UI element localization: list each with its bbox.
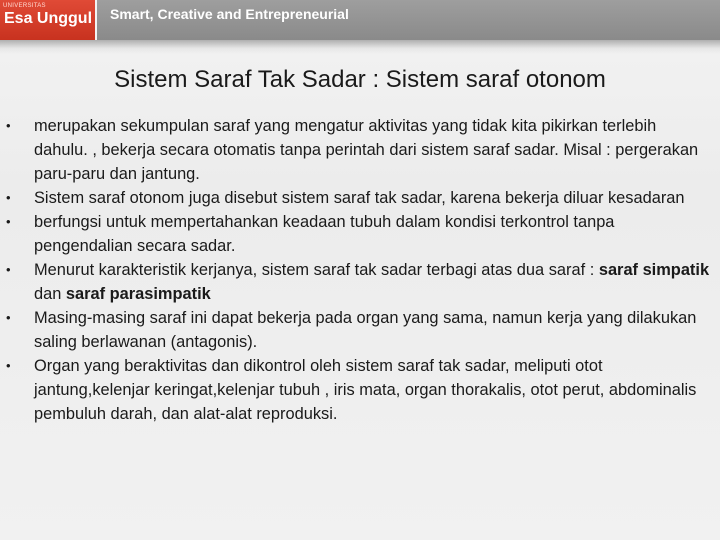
logo-text: Esa Unggul [4, 10, 93, 27]
bold-term-simpatik: saraf simpatik [598, 261, 710, 279]
bullet-dot: • [6, 262, 11, 277]
bullet-list [0, 114, 720, 426]
slide-title: Sistem Saraf Tak Sadar : Sistem saraf otonom [114, 66, 606, 93]
bullet-item [0, 258, 720, 306]
bullet-dot: • [6, 190, 11, 205]
bullet-dot: • [6, 310, 11, 325]
bullet-text: Masing-masing saraf ini dapat bekerja pada organ yang sama, namun kerja yang dilakukan saling berlawanan (antagonis). [34, 309, 697, 351]
bullet-text: Organ yang beraktivitas dan dikontrol oleh sistem saraf tak sadar, meliputi otot jantung,kelenjar keringat,kelenjar tubuh , iris mata, organ thorakalis, otot perut, abdominalis pembuluh darah, dan alat-alat reproduksi. [34, 357, 697, 423]
tagline: Smart, Creative and Entrepreneurial [110, 6, 349, 22]
banner-shadow [0, 40, 720, 54]
header-banner [0, 0, 720, 40]
bullet-text-connector: dan [34, 285, 66, 303]
bullet-text: merupakan sekumpulan saraf yang mengatur aktivitas yang tidak kita pikirkan terlebih dahulu. , bekerja secara otomatis tanpa perintah dari sistem saraf sadar. Misal : pergerakan paru-paru dan jantung. [34, 117, 699, 183]
bullet-item [0, 186, 720, 210]
bold-term-parasimpatik: saraf parasimpatik [65, 285, 211, 303]
bullet-item [0, 306, 720, 354]
bullet-dot: • [6, 358, 11, 373]
university-logo [0, 0, 97, 40]
bullet-dot: • [6, 214, 11, 229]
bullet-item [0, 354, 720, 426]
bullet-text: Menurut karakteristik kerjanya, sistem saraf tak sadar terbagi atas dua saraf : [34, 261, 599, 279]
logo-caption: UNIVERSITAS [3, 3, 46, 9]
bullet-text: berfungsi untuk mempertahankan keadaan tubuh dalam kondisi terkontrol tanpa pengendalian secara sadar. [34, 213, 615, 255]
bullet-dot: • [6, 118, 11, 133]
bullet-item [0, 210, 720, 258]
bullet-item [0, 114, 720, 186]
bullet-text: Sistem saraf otonom juga disebut sistem saraf tak sadar, karena bekerja diluar kesadaran [34, 189, 685, 207]
